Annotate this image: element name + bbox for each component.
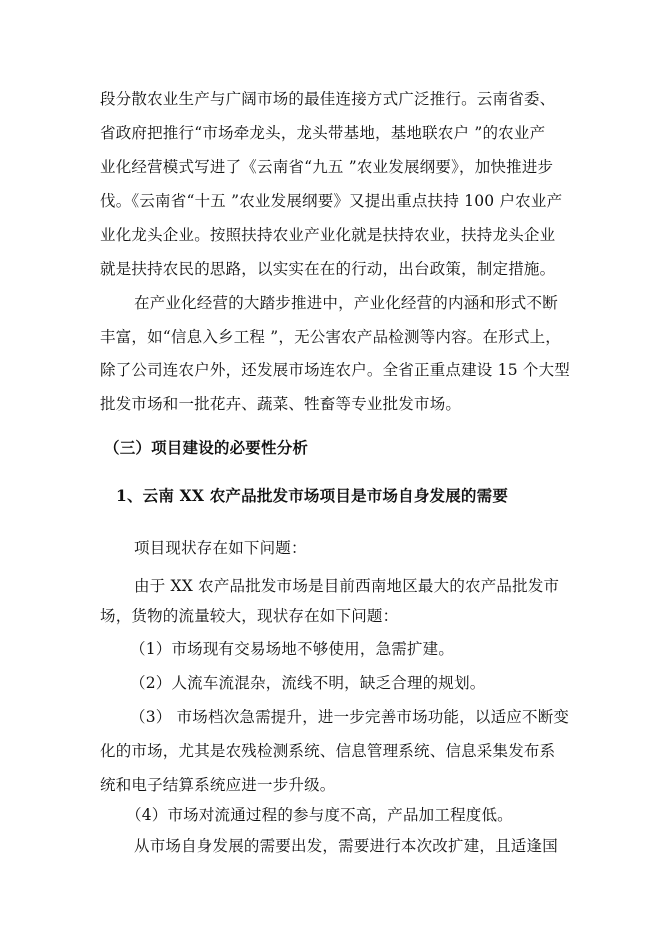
paragraph-line: 从市场自身发展的需要出发，需要进行本次改扩建，且适逢国	[134, 837, 558, 855]
paragraph-line: 场，货物的流量较大，现状存在如下问题：	[100, 607, 399, 625]
list-item: （3） 市场档次急需提升，进一步完善市场功能，以适应不断变	[130, 708, 570, 726]
paragraph-line: 伐。《云南省“十五 ”农业发展纲要》又提出重点扶持 100 户农业产	[100, 192, 563, 210]
list-item: （4）市场对流通过程的参与度不高，产品加工程度低。	[126, 806, 513, 824]
list-item: （1）市场现有交易场地不够使用，急需扩建。	[130, 640, 455, 658]
subsection-heading: 1、云南 XX 农产品批发市场项目是市场自身发展的需要	[116, 486, 509, 505]
paragraph-line: 项目现状存在如下问题：	[134, 539, 307, 557]
paragraph-line: 批发市场和一批花卉、蔬菜、牲畜等专业批发市场。	[100, 395, 462, 413]
paragraph-line: 化的市场，尤其是农残检测系统、信息管理系统、信息采集发布系	[100, 742, 556, 760]
paragraph-line: 在产业化经营的大踏步推进中，产业化经营的内涵和形式不断	[134, 294, 558, 312]
paragraph-line: 由于 XX 农产品批发市场是目前西南地区最大的农产品批发市	[134, 577, 560, 595]
paragraph-line: 省政府把推行“市场牵龙头，龙头带基地，基地联农户 ”的农业产	[100, 124, 546, 142]
section-heading: （三）项目建设的必要性分析	[104, 438, 309, 457]
list-item: （2）人流车流混杂，流线不明，缺乏合理的规划。	[130, 674, 486, 692]
paragraph-line: 就是扶持农民的思路，以实实在在的行动，出台政策，制定措施。	[100, 260, 556, 278]
paragraph-line: 业化经营模式写进了《云南省“九五 ”农业发展纲要》，加快推进步	[100, 158, 554, 176]
paragraph-line: 统和电子结算系统应进一步升级。	[100, 776, 336, 794]
paragraph-line: 丰富，如“信息入乡工程 ”，无公害农产品检测等内容。在形式上，	[100, 328, 561, 346]
paragraph-line: 段分散农业生产与广阔市场的最佳连接方式广泛推行。云南省委、	[100, 90, 556, 108]
paragraph-line: 业化龙头企业。按照扶持农业产业化就是扶持农业，扶持龙头企业	[100, 226, 556, 244]
paragraph-line: 除了公司连农户外，还发展市场连农户。全省正重点建设 15 个大型	[100, 361, 570, 379]
